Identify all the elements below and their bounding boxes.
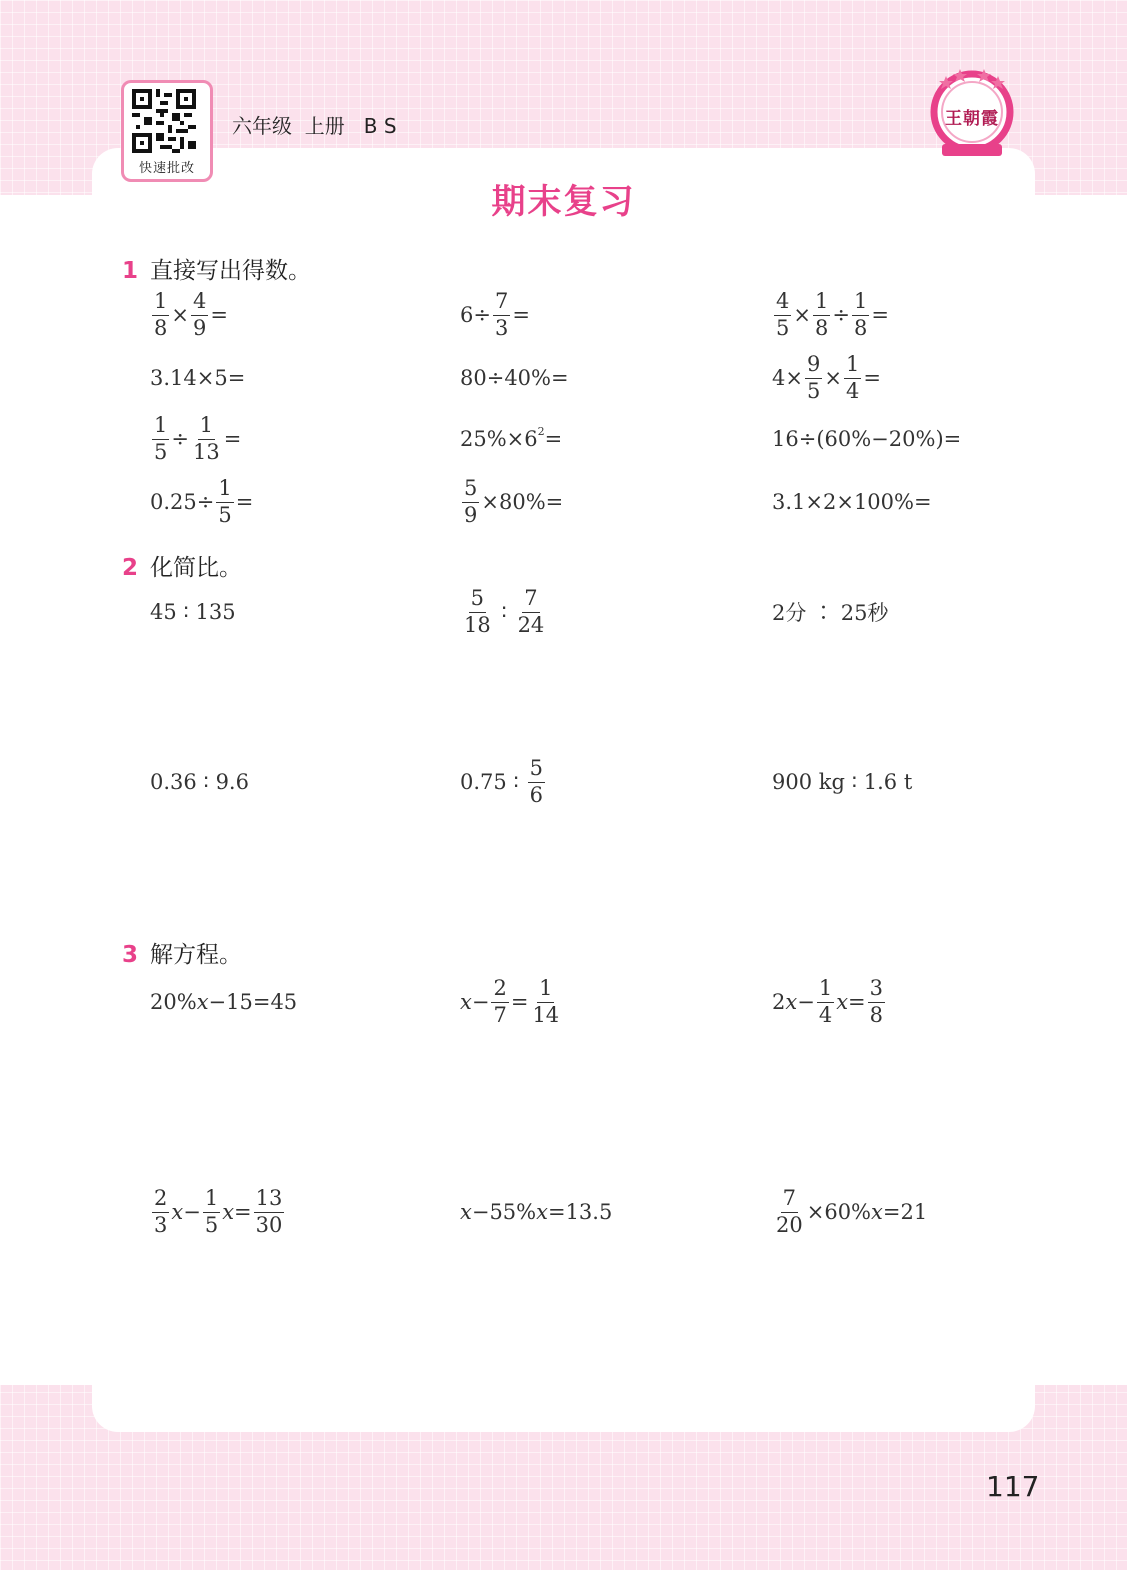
q3-equation-3: 2 x − $\frac{1}{4}$ x = $\frac{3}{8}$ bbox=[772, 976, 884, 1027]
brand-logo-text: 王朝霞 bbox=[945, 109, 999, 129]
question-number: 3 bbox=[122, 942, 139, 968]
q1-expression-6: 4× $\frac{9}{5}$ × $\frac{1}{4}$ = bbox=[772, 352, 881, 403]
fraction: $\frac{13}{30}$ bbox=[255, 1186, 283, 1237]
q1-expression-7: $\frac{1}{5}$ ÷ $\frac{1}{13}$ = bbox=[154, 413, 242, 464]
grade-label: 六年级 上册 B S bbox=[232, 114, 397, 138]
page-title: 期末复习 bbox=[491, 182, 636, 222]
q3-equation-5: x −55% x =13.5 bbox=[460, 1200, 613, 1224]
q2-expression-3: 2分 ∶ 25秒 bbox=[772, 601, 889, 625]
q2-expression-4: 0.36 ∶ 9.6 bbox=[150, 770, 249, 794]
q1-expression-11: $\frac{5}{9}$ ×80%= bbox=[464, 476, 564, 527]
fraction: $\frac{1}{5}$ bbox=[154, 413, 168, 464]
fraction: $\frac{3}{8}$ bbox=[869, 976, 884, 1027]
q3-equation-4: $\frac{2}{3}$ x − $\frac{1}{5}$ x = $\frac{13}{30}$ bbox=[154, 1186, 283, 1237]
fraction: $\frac{1}{14}$ bbox=[532, 976, 560, 1027]
fraction: $\frac{1}{8}$ bbox=[853, 289, 868, 340]
question-3-heading bbox=[122, 936, 242, 969]
q1-expression-4: 3.14×5= bbox=[150, 366, 246, 390]
fraction: $\frac{4}{9}$ bbox=[192, 289, 207, 340]
question-text: 解方程。 bbox=[150, 942, 243, 968]
question-text: 直接写出得数。 bbox=[150, 258, 312, 284]
qr-code-icon bbox=[132, 89, 196, 153]
fraction: $\frac{2}{7}$ bbox=[493, 976, 507, 1027]
fraction: $\frac{5}{9}$ bbox=[464, 476, 478, 527]
question-text: 化简比。 bbox=[150, 555, 243, 581]
fraction: $\frac{5}{6}$ bbox=[529, 756, 543, 807]
q3-equation-2: x − $\frac{2}{7}$ = $\frac{1}{14}$ bbox=[460, 976, 560, 1027]
fraction: $\frac{5}{18}$ bbox=[464, 586, 491, 637]
q2-expression-6: 900 kg ∶ 1.6 t bbox=[772, 770, 913, 794]
q1-expression-10: 0.25÷ $\frac{1}{5}$ = bbox=[150, 476, 254, 527]
fraction: $\frac{7}{3}$ bbox=[494, 289, 509, 340]
q3-equation-1: 20% x −15=45 bbox=[150, 990, 298, 1014]
fraction: $\frac{1}{5}$ bbox=[218, 476, 232, 527]
fraction: $\frac{1}{4}$ bbox=[818, 976, 833, 1027]
page-number: 117 bbox=[986, 1470, 1040, 1503]
q2-expression-5: 0.75 ∶ $\frac{5}{6}$ bbox=[460, 756, 543, 807]
fraction: $\frac{9}{5}$ bbox=[806, 352, 821, 403]
fraction: $\frac{1}{8}$ bbox=[814, 289, 829, 340]
fraction: $\frac{7}{24}$ bbox=[517, 586, 545, 637]
question-number: 2 bbox=[122, 555, 139, 581]
qr-caption: 快速批改 bbox=[138, 161, 195, 176]
q1-expression-12: 3.1×2×100%= bbox=[772, 490, 932, 514]
q2-expression-2: $\frac{5}{18}$ ∶ $\frac{7}{24}$ bbox=[464, 586, 545, 637]
fraction: $\frac{1}{8}$ bbox=[154, 289, 168, 340]
qr-code[interactable] bbox=[121, 80, 213, 182]
q2-expression-1: 45 ∶ 135 bbox=[150, 600, 236, 624]
question-number: 1 bbox=[122, 258, 139, 284]
q1-expression-3: $\frac{4}{5}$ × $\frac{1}{8}$ ÷ $\frac{1}{8}$ = bbox=[776, 289, 889, 340]
fraction: $\frac{7}{20}$ bbox=[776, 1186, 803, 1237]
q3-equation-6: $\frac{7}{20}$ ×60% x =21 bbox=[776, 1186, 928, 1237]
q1-expression-2: 6÷ $\frac{7}{3}$ = bbox=[460, 289, 530, 340]
fraction: $\frac{1}{5}$ bbox=[204, 1186, 219, 1237]
fraction: $\frac{1}{13}$ bbox=[192, 413, 220, 464]
q1-expression-5: 80÷40%= bbox=[460, 366, 569, 390]
fraction: $\frac{1}{4}$ bbox=[845, 352, 860, 403]
fraction: $\frac{2}{3}$ bbox=[154, 1186, 168, 1237]
q1-expression-1: $\frac{1}{8}$ × $\frac{4}{9}$ = bbox=[154, 289, 228, 340]
q1-expression-9: 16÷(60%−20%)= bbox=[772, 427, 962, 451]
fraction: $\frac{4}{5}$ bbox=[776, 289, 790, 340]
q1-expression-8: 25%×6 2 = bbox=[460, 424, 563, 451]
